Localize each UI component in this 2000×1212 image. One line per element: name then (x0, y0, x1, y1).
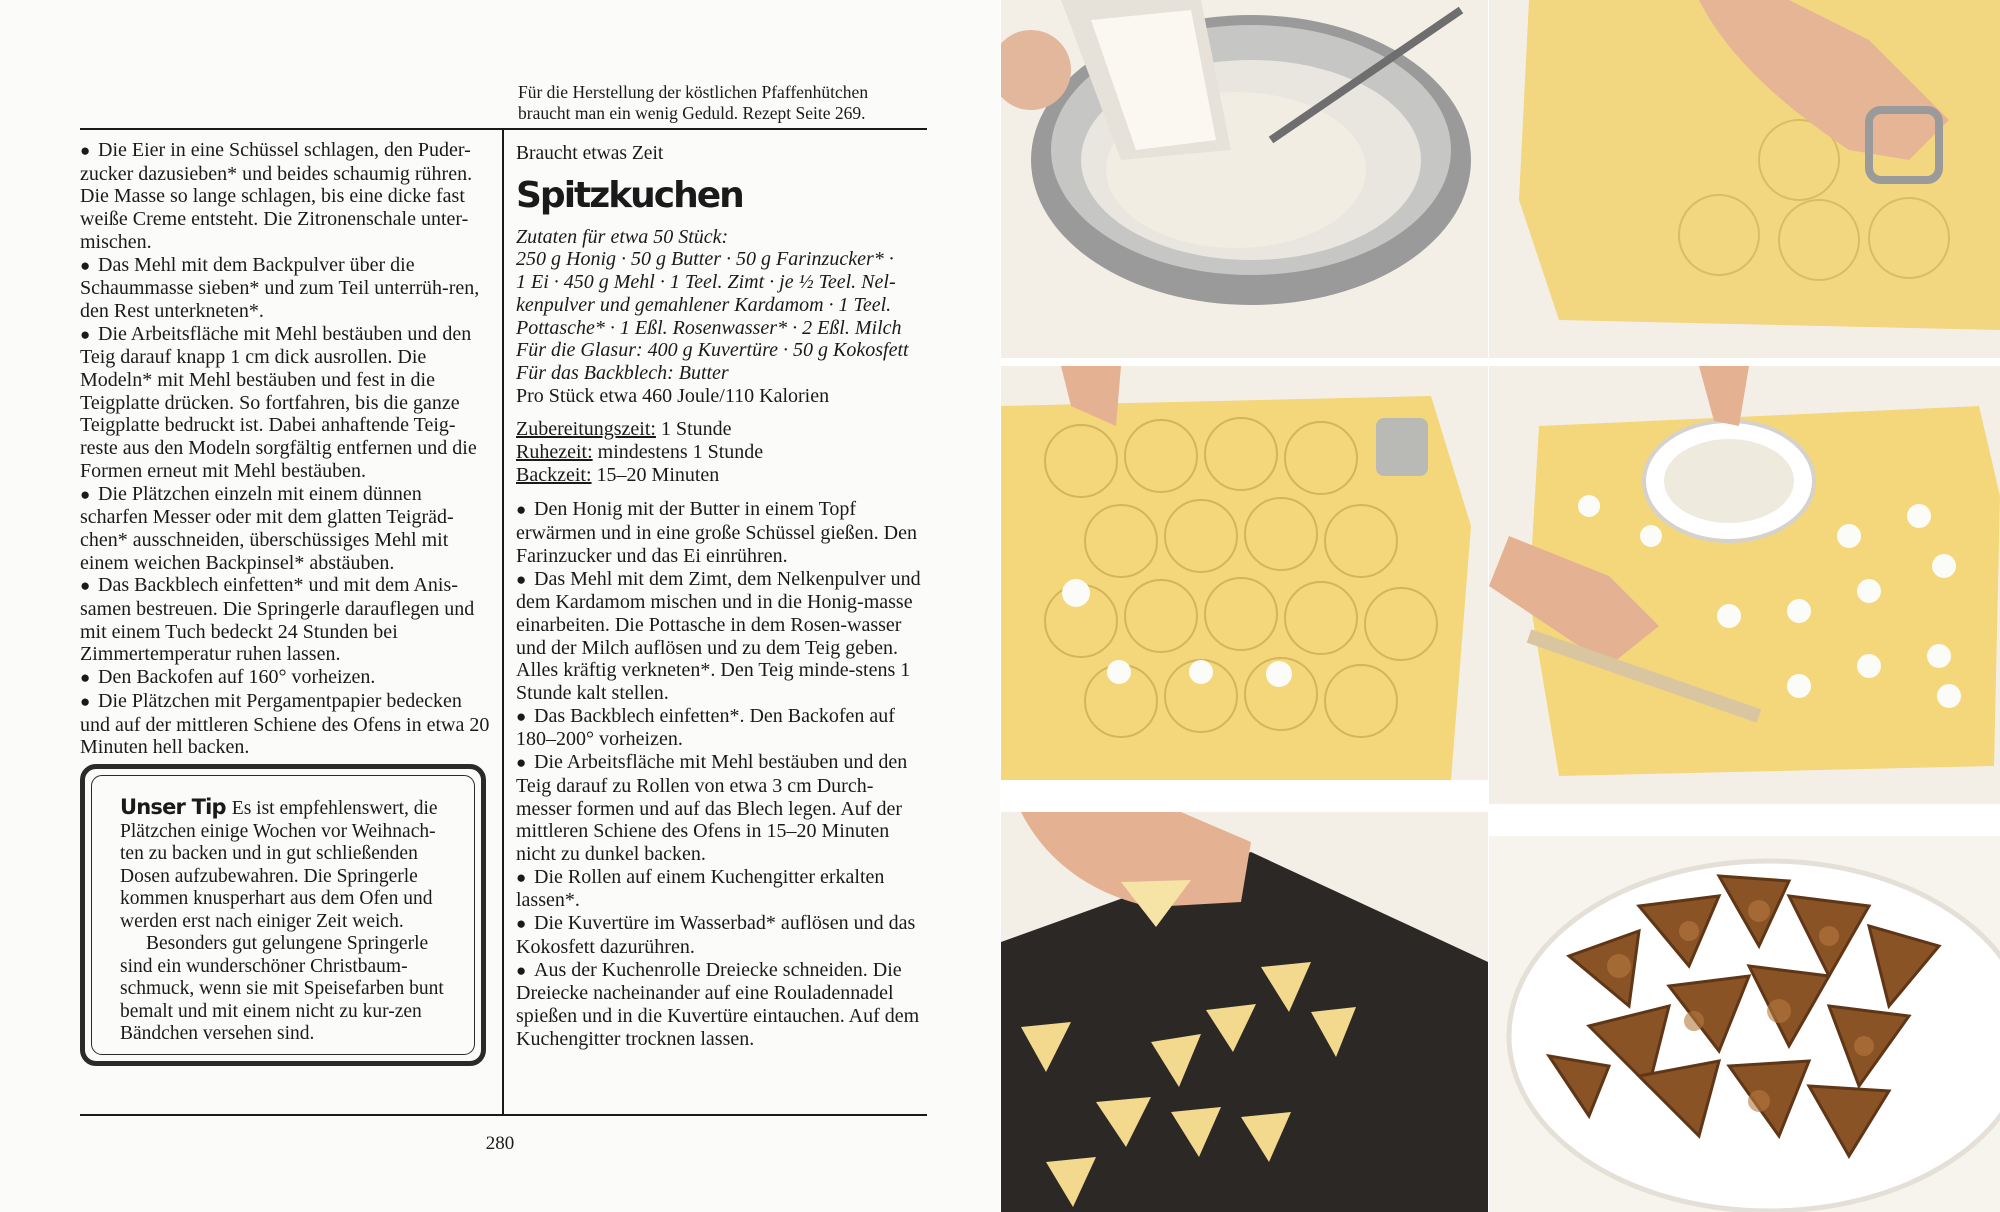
bullet-icon: ● (80, 484, 91, 504)
time-row (516, 464, 928, 487)
tip-box (80, 764, 486, 1066)
ingredient-line: 1 Ei · 450 g Mehl · 1 Teel. Zimt · je ½ Teel. Nel- (516, 271, 896, 294)
nutrition-info: Pro Stück etwa 460 Joule/110 Kalorien (516, 384, 830, 407)
bullet-icon: ● (80, 576, 91, 596)
column-divider (502, 130, 504, 1115)
method-step (80, 323, 492, 483)
recipe-title: Spitzkuchen (516, 174, 743, 216)
bullet-icon: ● (80, 324, 91, 344)
step-text: Das Backblech einfetten* und mit dem Anis-samen bestreuen. Die Springerle darauflegen und mit einem Tuch bedeckt 24 Stunden bei Zimmertemperatur ruhen lassen. (80, 574, 475, 666)
recipe-step (516, 866, 928, 912)
bullet-icon: ● (516, 753, 527, 773)
recipe-step (516, 568, 928, 705)
recipe-step (516, 705, 928, 751)
time-value: mindestens 1 Stunde (592, 441, 764, 464)
page-number: 280 (485, 1133, 515, 1154)
step-text: Die Arbeitsfläche mit Mehl bestäuben und den Teig darauf knapp 1 cm dick ausrollen. Die Modeln* mit Mehl bestäuben und fest in die Teigplatte drücken. So fortfahren, bis die ganze Teigplatte bedruckt ist. Dabei anhaftende Teig-reste aus den Modeln sorgfältig entfernen und die Formen erneut mit Mehl bestäuben. (80, 322, 477, 482)
recipe-column (516, 143, 928, 1050)
step-text: Die Kuvertüre im Wasserbad* auflösen und das Kokosfett dazurühren. (516, 912, 916, 958)
ingredient-line: kenpulver und gemahlener Kardamom · 1 Teel. (516, 293, 892, 316)
plate-image (1489, 836, 2000, 1212)
time-row (516, 418, 928, 441)
photo-filling-circles (1001, 366, 1488, 780)
method-step (80, 139, 492, 254)
bullet-icon: ● (516, 569, 527, 589)
time-info (516, 418, 928, 486)
tray-image (1001, 812, 1488, 1212)
step-text: Die Plätzchen mit Pergamentpapier bedecken und auf der mittleren Schiene des Ofens in etwa 20 Minuten hell backen. (80, 689, 490, 759)
step-text: Das Backblech einfetten*. Den Backofen auf 180–200° vorheizen. (516, 704, 895, 751)
method-step (80, 690, 492, 759)
step-text: Die Rollen auf einem Kuchengitter erkalten lassen*. (516, 865, 885, 912)
dough-circles-image (1489, 0, 2000, 358)
bowl-image (1001, 0, 1488, 358)
tip-text: Besonders gut gelungene Springerle sind ein wunderschöner Christbaum-schmuck, wenn sie mit Speisefarben bunt bemalt und mit einem nicht zu kur-zen Bändchen versehen sind. (120, 933, 444, 1044)
recipe-kicker: Braucht etwas Zeit (516, 143, 664, 164)
step-text: Das Mehl mit dem Zimt, dem Nelkenpulver und dem Kardamom mischen und in die Honig-masse einarbeiten. Die Pottasche in dem Rosen-wasser und der Milch auflösen und zu dem Teig geben. Alles kräftig verkneten*. Den Teig minde-stens 1 Stunde kalt stellen. (516, 567, 921, 705)
tip-text: Es ist empfehlenswert, die Plätzchen einige Wochen vor Weihnach-ten zu backen und in gut schließenden Dosen aufzubewahren. Die Springerle kommen knusperhart aus dem Ofen und werden erst nach einiger Zeit weich. (120, 798, 438, 932)
step-text: Die Arbeitsfläche mit Mehl bestäuben und den Teig darauf zu Rollen von etwa 3 cm Durch-messer formen und auf das Blech legen. Auf der mittleren Schiene des Ofens in 15–20 Minuten nicht zu dunkel backen. (516, 751, 908, 865)
ingredients-heading: Zutaten für etwa 50 Stück: (516, 225, 729, 248)
bullet-icon: ● (516, 867, 527, 887)
brushing-image (1489, 366, 2000, 804)
method-step (80, 574, 492, 666)
photo-caption (518, 82, 918, 124)
step-text: Die Plätzchen einzeln mit einem dünnen scharfen Messer oder mit dem glatten Teigräd-chen* ausschneiden, überschüssiges Mehl mit einem weichen Backpinsel* abstäuben. (80, 482, 454, 574)
time-label: Backzeit: (516, 463, 592, 486)
caption-line: braucht man ein wenig Geduld. Rezept Seite 269. (518, 103, 866, 123)
ingredient-line: Für das Backblech: Butter (516, 361, 729, 384)
method-step (80, 483, 492, 575)
bullet-icon: ● (516, 500, 527, 520)
bullet-icon: ● (80, 141, 91, 160)
photo-bowl-mixing (1001, 0, 1488, 358)
photo-finished-spitzkuchen (1489, 836, 2000, 1212)
recipe-step (516, 912, 928, 958)
time-row (516, 441, 928, 464)
bullet-icon: ● (80, 668, 91, 688)
ingredient-line: Für die Glasur: 400 g Kuvertüre · 50 g Kokosfett (516, 339, 909, 362)
tip-paragraph (120, 796, 450, 933)
step-text: Die Eier in eine Schüssel schlagen, den Puder-zucker dazusieben* und beides schaumig rühren. Die Masse so lange schlagen, bis eine dicke fast weiße Creme entsteht. Die Zitronenschale unter-mischen. (80, 139, 473, 253)
ingredient-line: 250 g Honig · 50 g Butter · 50 g Farinzucker* · (516, 248, 894, 271)
time-value: 15–20 Minuten (591, 463, 720, 486)
time-label: Ruhezeit: (516, 441, 593, 464)
recipe-step (516, 751, 928, 866)
recipe-step (516, 959, 928, 1051)
bullet-icon: ● (516, 914, 527, 934)
step-text: Das Mehl mit dem Backpulver über die Schaummasse sieben* und zum Teil unterrüh-ren, den Rest unterkneten*. (80, 253, 480, 322)
photo-cutting-circles (1489, 0, 2000, 358)
method-step (80, 666, 492, 690)
top-rule (80, 128, 927, 130)
method-step (80, 254, 492, 323)
bullet-icon: ● (80, 691, 91, 711)
tip-box-inner (91, 775, 475, 1055)
photo-brushing-circles (1489, 366, 2000, 804)
ingredient-line: Pottasche* · 1 Eßl. Rosenwasser* · 2 Eßl. Milch (516, 316, 902, 339)
step-text: Den Backofen auf 160° vorheizen. (98, 666, 376, 689)
time-value: 1 Stunde (655, 418, 732, 441)
bullet-icon: ● (516, 960, 527, 980)
step-text: Aus der Kuchenrolle Dreiecke schneiden. Die Dreiecke nacheinander auf eine Rouladennadel spießen und in die Kuvertüre eintauchen. Auf dem Kuchengitter trocknen lassen. (516, 958, 920, 1050)
bullet-icon: ● (516, 706, 527, 726)
bullet-icon: ● (80, 255, 91, 275)
step-text: Den Honig mit der Butter in einem Topf erwärmen und in eine große Schüssel gießen. Den Farinzucker und das Ei einrühren. (516, 498, 917, 567)
left-column (80, 139, 492, 759)
bottom-rule (80, 1114, 927, 1116)
time-label: Zubereitungszeit: (516, 418, 656, 441)
caption-line: Für die Herstellung der köstlichen Pfaffenhütchen (518, 82, 869, 102)
tip-title: Unser Tip (120, 795, 226, 819)
filled-circles-image (1001, 366, 1488, 780)
photo-shaping-triangles (1001, 812, 1488, 1212)
recipe-step (516, 498, 928, 567)
